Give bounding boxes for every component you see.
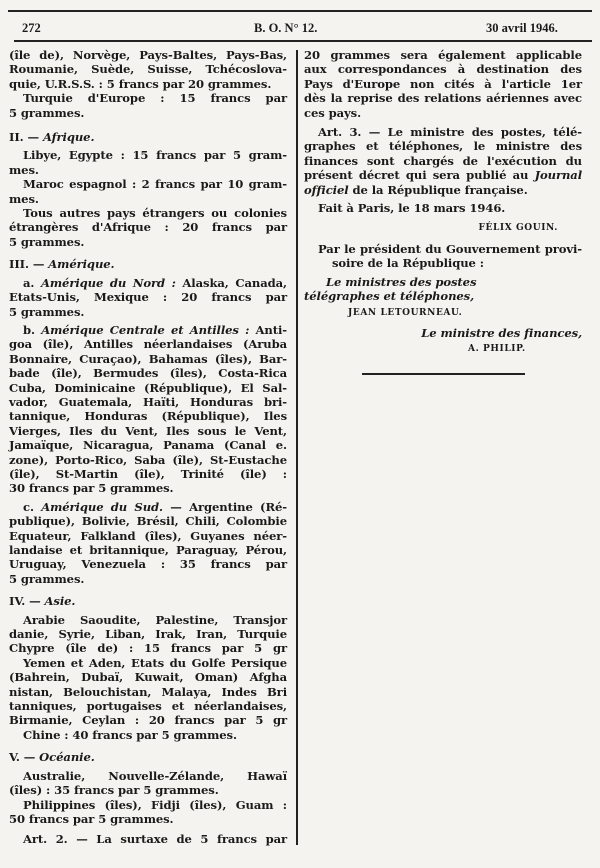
text-line [304,168,582,182]
paragraph [304,48,582,120]
text-line: Etats-Unis, Mexique : 20 francs par [9,290,287,305]
text-line: mes. [9,162,39,177]
text-line: quie, U.R.S.S. : 5 francs par 20 grammes. [9,76,272,91]
left-column [9,48,287,847]
text-line: 5 grammes. [9,234,85,249]
right-column [304,48,582,357]
text-line [9,276,287,290]
text-line: Libye, Egypte : 15 francs par 5 gram- [23,148,287,163]
text-line: Australie, Nouvelle-Zélande, Hawaï [23,768,287,783]
text-line: 5 grammes. [9,571,85,586]
header-top-rule [8,10,592,12]
subheading: Amérique Centrale et Antilles : [41,322,250,337]
italic-text: télégraphes et téléphones, [304,289,475,304]
paragraph [9,206,287,249]
signatory-jean-letourneau: JEAN LETOURNEAU. [348,307,463,318]
text: de la République française. [348,182,528,197]
text-line: Maroc espagnol : 2 francs par 10 gram- [23,177,287,192]
text-line: ces pays. [304,105,362,120]
subheading: Amérique du Sud. [41,499,163,514]
text-line: Equateur, Falkland (îles), Guyanes néer- [9,528,287,543]
text-line: finances sont chargés de l'exécution du [304,153,582,168]
column-divider [296,50,298,845]
text: Anti- [249,322,287,337]
heading-title: Asie. [44,594,76,609]
text-line: (île), St-Martin (île), Trinité (île) : [9,466,287,481]
text-line: tanniques, portugaises et néerlandaises, [9,699,287,714]
signatory-a-philip: A. PHILIP. [468,344,526,355]
text-line: dès la reprise des relations aériennes avec [304,91,582,106]
italic-text: Journal [534,168,582,183]
paragraph-art-2 [9,832,287,846]
text-line: Arabie Saoudite, Palestine, Transjor [23,612,287,627]
section-heading-asie [9,594,287,608]
paragraph [9,769,287,798]
italic-text: Le ministre des finances, [421,325,582,340]
text-line: graphes et téléphones, le ministre des [304,139,582,154]
text-line: (île de), Norvège, Pays-Baltes, Pays-Bas, [9,48,287,62]
paragraph [9,177,287,206]
text-line: Chypre (île de) : 15 francs par 5 gr [9,641,287,656]
minister-finances-title [304,326,582,340]
text-line [304,183,582,197]
text-line: Philippines (îles), Fidji (îles), Guam : [23,797,287,812]
heading-title: Océanie. [39,750,95,765]
paragraph [9,798,287,827]
journal-title: B. O. N° 12. [254,21,318,35]
label: b. [23,322,42,337]
text-line: 5 grammes. [9,304,85,319]
text-line: vador, Guatemala, Haïti, Honduras bri- [9,394,287,409]
text-line: étrangères d'Afrique : 20 francs par [9,220,287,235]
subheading: Amérique du Nord : [40,275,176,290]
paragraph [9,728,287,742]
text-line: (Bahrein, Dubaï, Kuwait, Oman) Afgha [9,670,287,685]
text-line: Roumanie, Suède, Suisse, Tchécoslova- [9,62,287,77]
paragraph [9,48,287,91]
text-line: Uruguay, Venezuela : 35 francs par [9,557,287,572]
text-line: (îles) : 35 francs par 5 grammes. [9,783,219,798]
text-line: nistan, Belouchistan, Malaya, Indes Bri [9,684,287,699]
heading-number: IV. — [9,594,45,609]
text-line: Pays d'Europe non cités à l'article 1er [304,76,582,91]
italic-text: Le ministres des postes [326,274,477,289]
paragraph [9,148,287,177]
text-line [9,323,287,337]
text: Alaska, Canada, [175,275,287,290]
text-line: bade (île), Bermudes (îles), Costa-Rica [9,366,287,381]
text: — Argentine (Ré- [162,499,287,514]
label: c. [23,499,42,514]
heading-number: V. — [9,750,40,765]
text-line [9,500,287,514]
text-line: 5 grammes. [9,105,85,120]
text-line: Chine : 40 francs par 5 grammes. [23,727,237,742]
text-line: goa (île), Antilles néerlandaises (Aruba [9,337,287,352]
text-line: Yemen et Aden, Etats du Golfe Persique [23,655,287,670]
paragraph [9,276,287,319]
signatory-felix-gouin: FÉLIX GOUIN. [478,223,558,234]
heading-number: III. — [9,257,49,272]
text-line: Bonnaire, Curaçao), Bahamas (îles), Bar- [9,351,287,366]
paragraph-art-3 [304,125,582,197]
paragraph [9,613,287,656]
page-number: 272 [22,21,41,35]
text-line: Birmanie, Ceylan : 20 francs par 5 gr [9,713,287,728]
italic-text: officiel [304,182,349,197]
section-heading-oceanie [9,750,287,764]
heading-number: II. — [9,130,43,145]
paragraph [9,656,287,728]
minister-title [304,275,582,289]
paragraph [9,91,287,120]
text-line: Vierges, Iles du Vent, Iles sous le Vent, [9,423,287,438]
paragraph [9,323,287,496]
text-line: 50 francs par 5 grammes. [9,811,174,826]
text-line: Tous autres pays étrangers ou colonies [23,206,287,221]
signature-place-date: Fait à Paris, le 18 mars 1946. [318,201,506,216]
text-line: Par le président du Gouvernement provi- [318,241,582,256]
text-line: danie, Syrie, Liban, Irak, Iran, Turquie [9,627,287,642]
text-line: Art. 3. — Le ministre des postes, télé- [318,125,582,140]
paragraph [304,242,582,271]
paragraph [9,500,287,586]
text-line: Jamaïque, Nicaragua, Panama (Canal e. [9,438,287,453]
closing-rule [362,373,525,375]
text-line: mes. [9,191,39,206]
text-line: landaise et britannique, Paraguay, Pérou, [9,543,287,557]
section-heading-amerique [9,257,287,271]
header-bottom-rule [14,40,592,42]
text-line: tannique, Honduras (République), Iles [9,409,287,424]
text-line: 20 grammes sera également applicable [304,48,582,62]
heading-title: Amérique. [48,257,115,272]
section-heading-afrique [9,130,287,144]
text-line: Turquie d'Europe : 15 francs par [23,91,287,106]
text-line: soire de la République : [332,256,484,271]
text-line: 30 francs par 5 grammes. [9,481,174,496]
label: a. [23,275,41,290]
text-line: zone), Porto-Rico, Saba (île), St-Eustache [9,452,287,467]
issue-date: 30 avril 1946. [486,21,558,35]
text-line: Art. 2. — La surtaxe de 5 francs par [23,832,287,847]
text-line: publique), Bolivie, Brésil, Chili, Colombie [9,514,287,529]
minister-title [304,289,582,303]
text: présent décret qui sera publié au [304,168,535,183]
text-line: aux correspondances à destination des [304,62,582,77]
text-line: Cuba, Dominicaine (République), El Sal- [9,380,287,395]
heading-title: Afrique. [42,130,95,145]
